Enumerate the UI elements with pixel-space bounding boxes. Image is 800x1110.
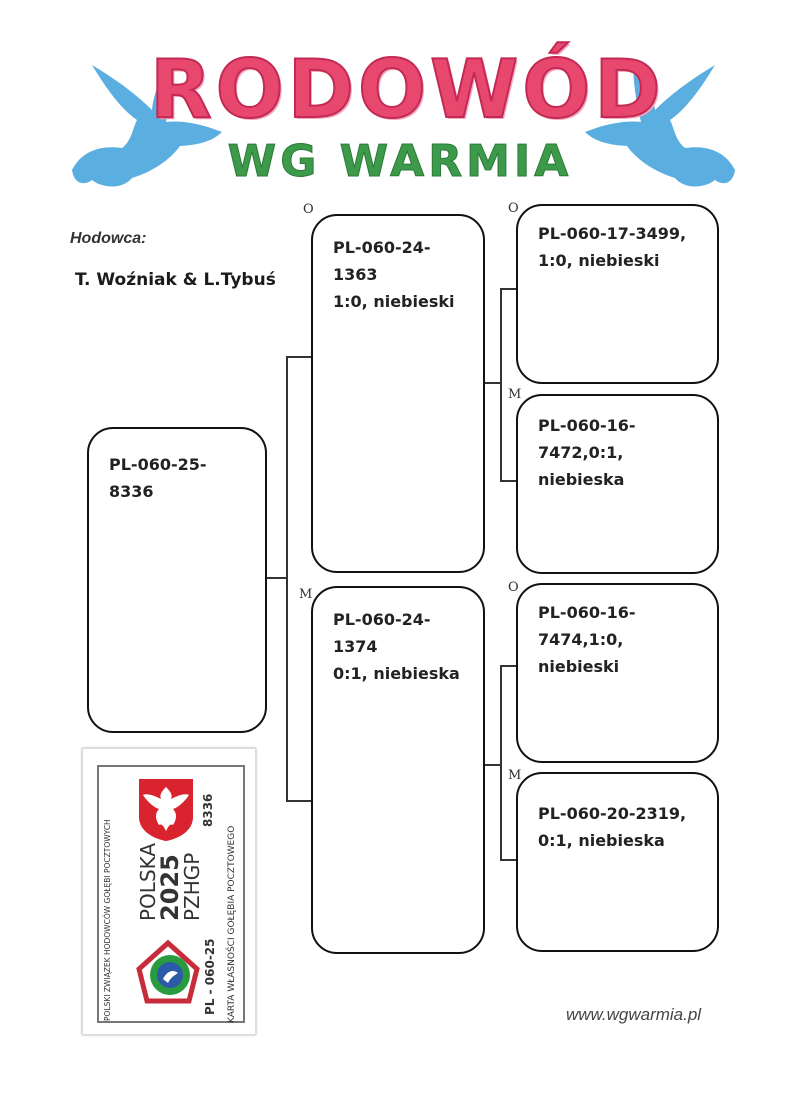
breeder-label: Hodowca: bbox=[70, 230, 147, 247]
connector bbox=[483, 382, 501, 384]
maternal-grandmother-line: PL-060-20-2319, bbox=[538, 804, 687, 823]
father-box bbox=[311, 214, 485, 573]
mother-line: 0:1, niebieska bbox=[333, 664, 460, 683]
maternal-grandfather-marker: O bbox=[508, 580, 519, 595]
subject-pigeon-box bbox=[87, 427, 267, 733]
connector bbox=[265, 577, 287, 579]
document-subtitle: WG WARMIA bbox=[227, 136, 573, 187]
breeder-name: T. Woźniak & L.Tybuś bbox=[75, 270, 276, 290]
maternal-grandfather-line: niebieski bbox=[538, 657, 620, 676]
paternal-grandmother-box bbox=[516, 394, 719, 574]
card-title: KARTA WŁASNOŚCI GOŁĘBIA POCZTOWEGO bbox=[227, 825, 237, 1023]
card-country: POLSKA bbox=[136, 842, 160, 921]
connector bbox=[483, 764, 501, 766]
paternal-grandmother-marker: M bbox=[508, 387, 522, 402]
father-line: 1:0, niebieski bbox=[333, 292, 455, 311]
mother-box bbox=[311, 586, 485, 954]
connector bbox=[286, 356, 312, 358]
paternal-grandfather-marker: O bbox=[508, 201, 519, 216]
connector bbox=[500, 665, 502, 861]
maternal-grandmother-marker: M bbox=[508, 768, 522, 783]
maternal-grandmother-line: 0:1, niebieska bbox=[538, 831, 665, 850]
paternal-grandmother-line: 7472,0:1, bbox=[538, 443, 624, 462]
document-title: RODOWÓD bbox=[150, 43, 665, 136]
maternal-grandfather-line: 7474,1:0, bbox=[538, 630, 624, 649]
mother-line: PL-060-24-1374 bbox=[333, 610, 431, 656]
paternal-grandmother-line: PL-060-16- bbox=[538, 416, 636, 435]
maternal-grandfather-line: PL-060-16- bbox=[538, 603, 636, 622]
maternal-grandmother-box bbox=[516, 772, 719, 952]
ownership-card bbox=[82, 748, 256, 1035]
maternal-grandfather-box bbox=[516, 583, 719, 763]
connector bbox=[500, 288, 502, 482]
paternal-grandfather-line: 1:0, niebieski bbox=[538, 251, 660, 270]
paternal-grandfather-line: PL-060-17-3499, bbox=[538, 224, 687, 243]
father-marker: O bbox=[303, 202, 314, 217]
pzhgp-logo-icon bbox=[135, 939, 201, 1005]
website-url[interactable]: www.wgwarmia.pl bbox=[566, 1005, 702, 1024]
father-line: PL-060-24-1363 bbox=[333, 238, 431, 284]
eagle-emblem-icon bbox=[137, 777, 195, 843]
card-serial-number: 8336 bbox=[201, 793, 215, 827]
card-year: 2025 bbox=[156, 854, 184, 921]
paternal-grandfather-box bbox=[516, 204, 719, 384]
card-ring-number: PL - 060-25 bbox=[203, 938, 217, 1015]
subject-ring: PL-060-25-8336 bbox=[109, 455, 207, 501]
ownership-card-frame bbox=[97, 765, 245, 1023]
card-org: PZHGP bbox=[180, 852, 204, 921]
connector bbox=[286, 800, 312, 802]
mother-marker: M bbox=[299, 587, 313, 602]
association-name: POLSKI ZWIĄZEK HODOWCÓW GOŁĘBI POCZTOWYCH bbox=[103, 819, 112, 1021]
paternal-grandmother-line: niebieska bbox=[538, 470, 625, 489]
connector bbox=[286, 356, 288, 801]
